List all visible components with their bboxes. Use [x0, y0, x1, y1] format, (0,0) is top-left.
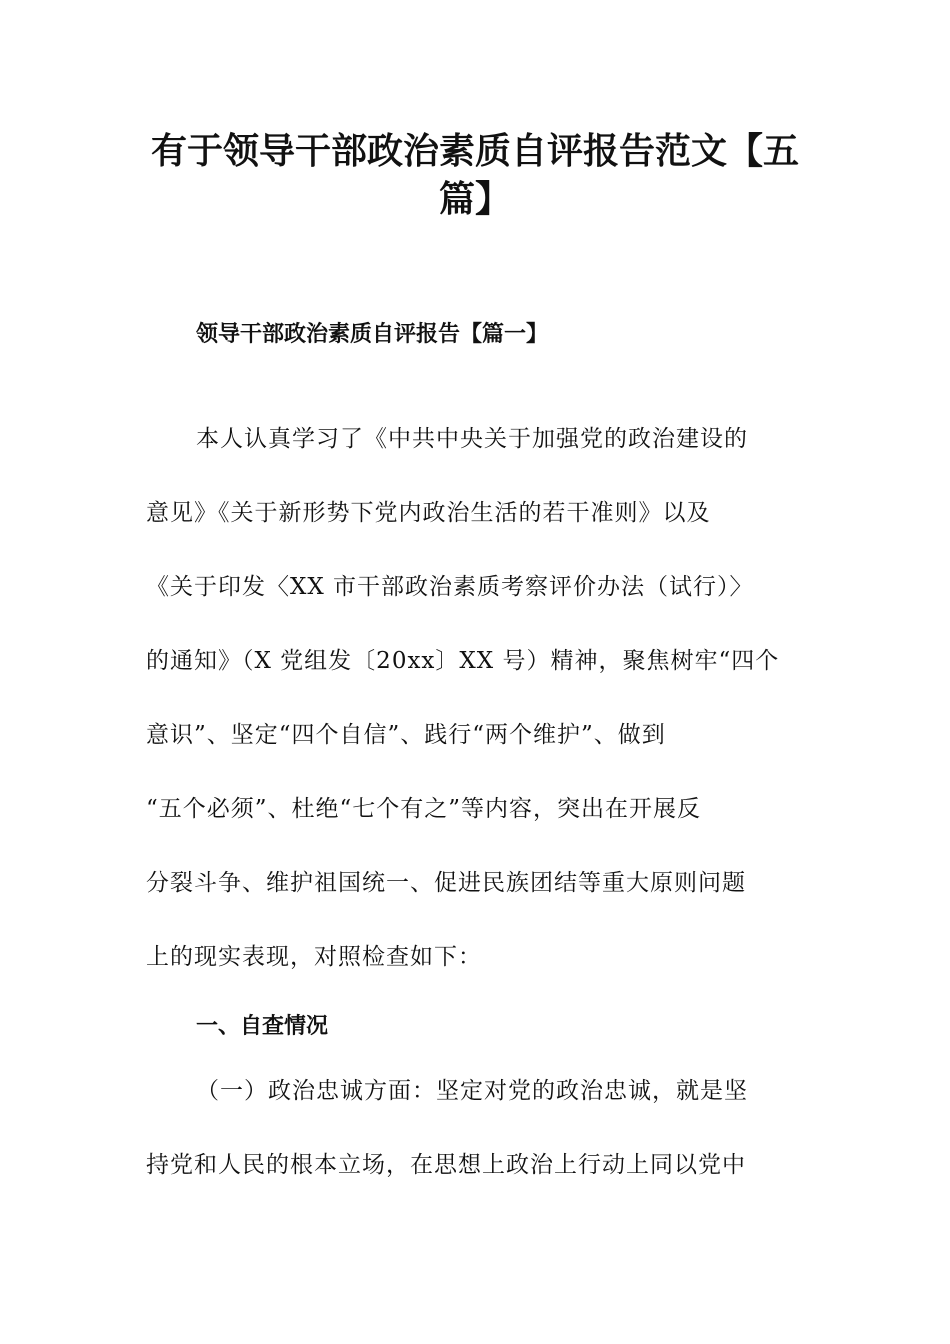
paragraph-line: （一）政治忠诚方面：坚定对党的政治忠诚，就是坚: [196, 1078, 748, 1104]
paragraph-line: 持党和人民的根本立场，在思想上政治上行动上同以党中: [146, 1152, 746, 1178]
paragraph-line: 分裂斗争、维护祖国统一、促进民族团结等重大原则问题: [146, 870, 746, 896]
article-heading: 领导干部政治素质自评报告【篇一】: [196, 322, 549, 347]
paragraph-line: 意见》《关于新形势下党内政治生活的若干准则》以及: [146, 500, 711, 526]
section-heading: 一、自查情况: [196, 1014, 329, 1039]
document-title-line-2: 篇】: [438, 179, 511, 220]
paragraph-line: 上的现实表现，对照检查如下：: [146, 944, 482, 970]
paragraph-line: 《关于印发〈XX 市干部政治素质考察评价办法（试行）〉: [146, 574, 754, 600]
document-title-line-1: 有于领导干部政治素质自评报告范文【五: [150, 131, 799, 172]
paragraph-line: 意识”、坚定“四个自信”、践行“两个维护”、做到: [146, 722, 666, 748]
paragraph-line: “五个必须”、杜绝“七个有之”等内容，突出在开展反: [146, 796, 702, 822]
paragraph-line: 的通知》（X 党组发〔20xx〕XX 号）精神，聚焦树牢“四个: [146, 648, 780, 674]
paragraph-line: 本人认真学习了《中共中央关于加强党的政治建设的: [196, 426, 748, 452]
